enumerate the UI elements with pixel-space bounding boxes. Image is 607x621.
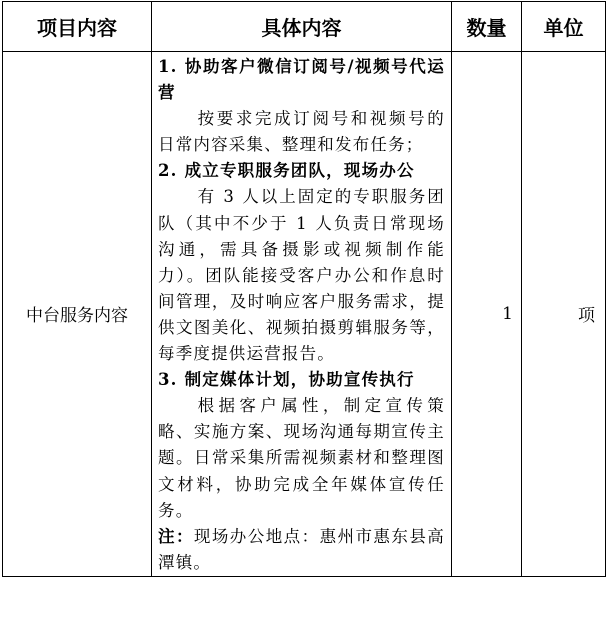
section-1-heading: 1. 协助客户微信订阅号/视频号代运营: [158, 57, 445, 103]
header-item: 项目内容: [3, 2, 152, 52]
section-2-heading: 2. 成立专职服务团队，现场办公: [158, 161, 415, 181]
header-row: [3, 2, 606, 52]
quantity-cell: 1: [452, 52, 522, 577]
note: [158, 524, 445, 576]
unit-cell: 项: [522, 52, 606, 577]
header-quantity: 数量: [452, 2, 522, 52]
section-3-body: 根据客户属性，制定宣传策略、实施方案、现场沟通每期宣传主题。日常采集所需视频素材和整理图文材料，协助完成全年媒体宣传任务。: [158, 396, 445, 520]
content-cell: [152, 52, 452, 577]
header-unit: 单位: [522, 2, 606, 52]
section-3-heading: 3. 制定媒体计划，协助宣传执行: [158, 370, 415, 390]
service-table: [2, 1, 606, 577]
section-1-body: 按要求完成订阅号和视频号的日常内容采集、整理和发布任务；: [158, 109, 445, 155]
header-content: 具体内容: [152, 2, 452, 52]
note-label: 注：: [158, 526, 194, 546]
section-2-body: 有 3 人以上固定的专职服务团队（其中不少于 1 人负责日常现场沟通，需具备摄影或视频制作能力）。团队能接受客户办公和作息时间管理，及时响应客户服务需求，提供文图美化、视频拍摄剪辑服务等，每季度提供运营报告。: [158, 187, 445, 364]
item-cell: 中台服务内容: [3, 52, 152, 577]
table-row: [3, 52, 606, 577]
note-text: 现场办公地点：惠州市惠东县高潭镇。: [158, 526, 445, 572]
